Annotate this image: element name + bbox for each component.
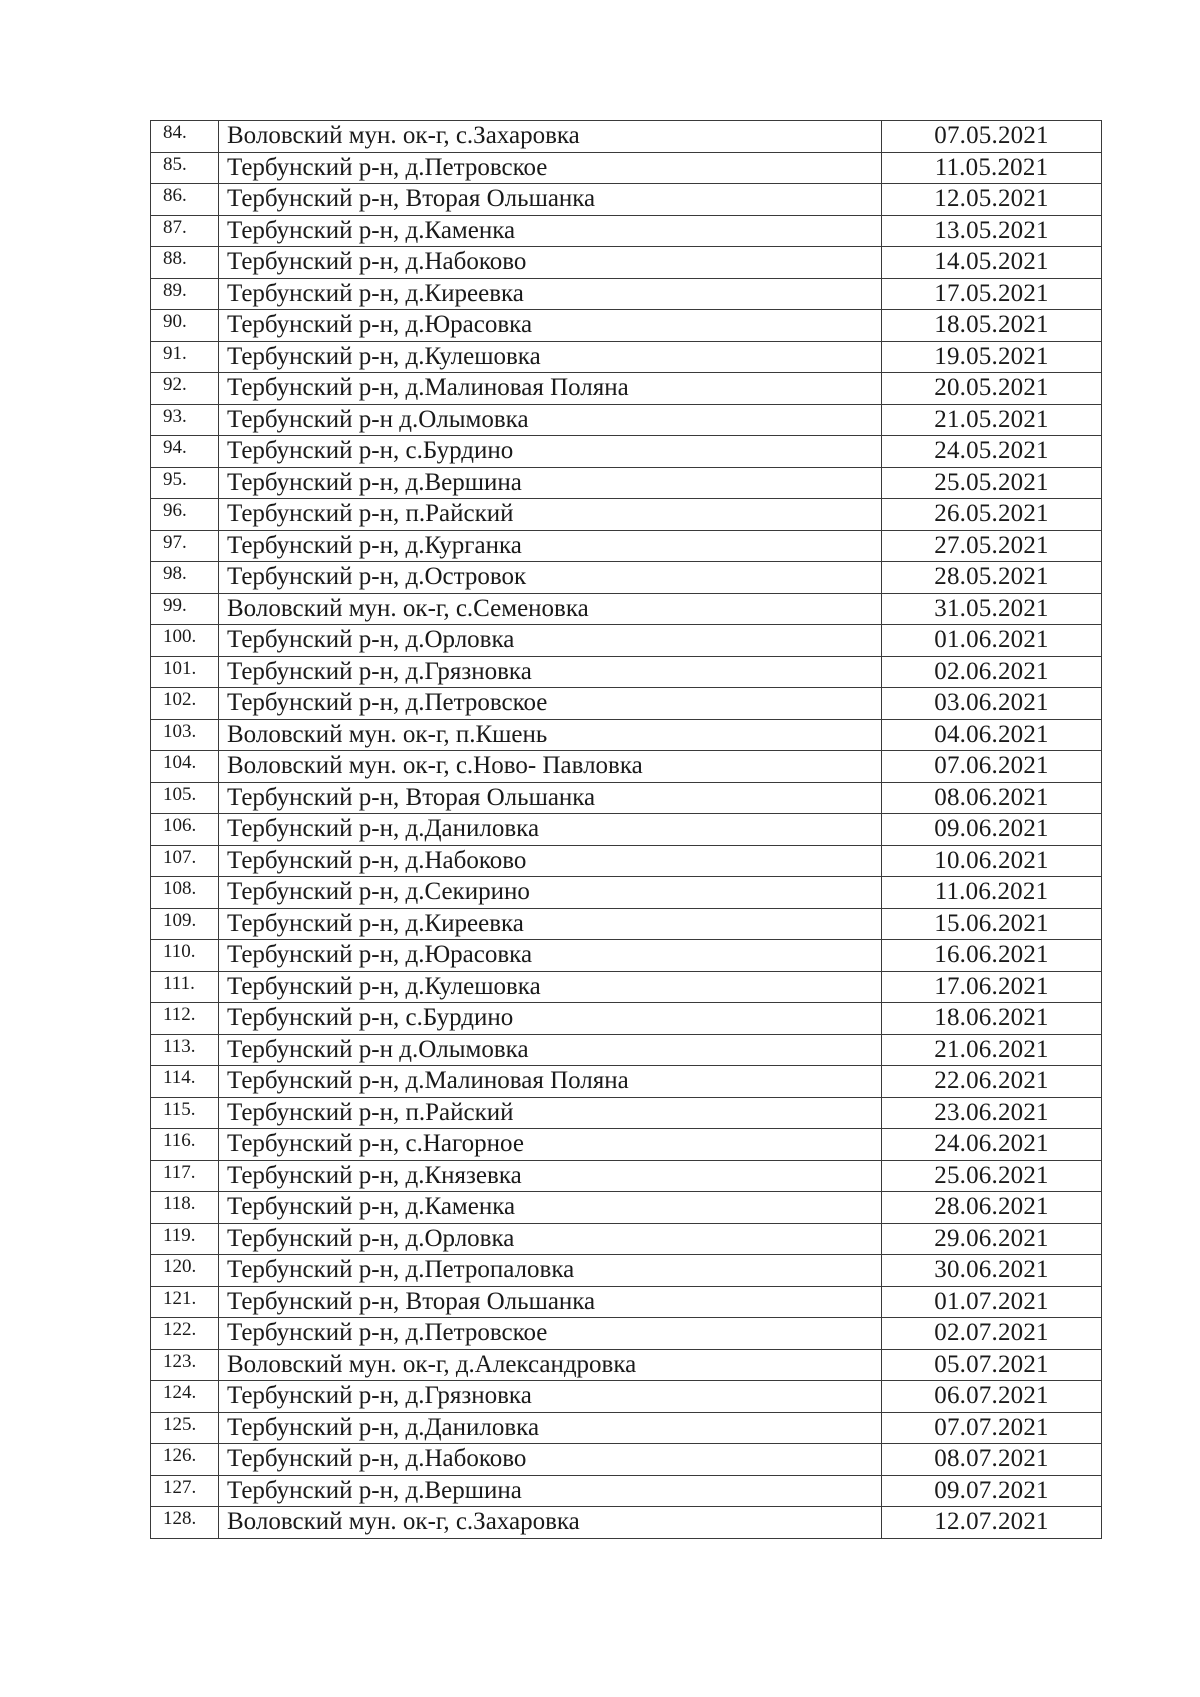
date-cell: 17.06.2021 (882, 971, 1102, 1003)
row-number-cell: 121. (151, 1286, 219, 1318)
date-cell: 11.05.2021 (882, 152, 1102, 184)
location-cell: Тербунский р-н, Вторая Ольшанка (219, 184, 882, 216)
location-cell: Тербунский р-н, с.Бурдино (219, 1003, 882, 1035)
table-row (151, 782, 1102, 814)
location-cell: Тербунский р-н, д.Грязновка (219, 1381, 882, 1413)
location-cell: Тербунский р-н, д.Даниловка (219, 814, 882, 846)
date-cell: 23.06.2021 (882, 1097, 1102, 1129)
location-cell: Тербунский р-н, д.Курганка (219, 530, 882, 562)
table-row (151, 499, 1102, 531)
date-cell: 11.06.2021 (882, 877, 1102, 909)
table-row (151, 1412, 1102, 1444)
row-number-cell: 98. (151, 562, 219, 594)
row-number-cell: 93. (151, 404, 219, 436)
table-row (151, 1475, 1102, 1507)
table-row (151, 877, 1102, 909)
location-cell: Тербунский р-н, д.Петровское (219, 688, 882, 720)
table-row (151, 373, 1102, 405)
date-cell: 13.05.2021 (882, 215, 1102, 247)
table-row (151, 184, 1102, 216)
table-row (151, 688, 1102, 720)
table-row (151, 1034, 1102, 1066)
date-cell: 29.06.2021 (882, 1223, 1102, 1255)
row-number-cell: 103. (151, 719, 219, 751)
location-cell: Тербунский р-н, д.Вершина (219, 1475, 882, 1507)
date-cell: 31.05.2021 (882, 593, 1102, 625)
row-number-cell: 127. (151, 1475, 219, 1507)
table-row (151, 971, 1102, 1003)
date-cell: 18.05.2021 (882, 310, 1102, 342)
row-number-cell: 86. (151, 184, 219, 216)
row-number-cell: 118. (151, 1192, 219, 1224)
row-number-cell: 90. (151, 310, 219, 342)
table-row (151, 467, 1102, 499)
row-number-cell: 85. (151, 152, 219, 184)
row-number-cell: 119. (151, 1223, 219, 1255)
row-number-cell: 126. (151, 1444, 219, 1476)
table-row (151, 247, 1102, 279)
row-number-cell: 104. (151, 751, 219, 783)
location-cell: Тербунский р-н, д.Малиновая Поляна (219, 1066, 882, 1098)
location-cell: Тербунский р-н, с.Бурдино (219, 436, 882, 468)
row-number-cell: 111. (151, 971, 219, 1003)
location-cell: Тербунский р-н, с.Нагорное (219, 1129, 882, 1161)
row-number-cell: 102. (151, 688, 219, 720)
row-number-cell: 89. (151, 278, 219, 310)
location-cell: Воловский мун. ок-г, д.Александровка (219, 1349, 882, 1381)
date-cell: 17.05.2021 (882, 278, 1102, 310)
table-row (151, 845, 1102, 877)
date-cell: 24.05.2021 (882, 436, 1102, 468)
row-number-cell: 100. (151, 625, 219, 657)
location-cell: Тербунский р-н, д.Киреевка (219, 278, 882, 310)
date-cell: 21.06.2021 (882, 1034, 1102, 1066)
location-cell: Тербунский р-н, д.Грязновка (219, 656, 882, 688)
location-cell: Тербунский р-н, д.Орловка (219, 1223, 882, 1255)
row-number-cell: 105. (151, 782, 219, 814)
row-number-cell: 97. (151, 530, 219, 562)
date-cell: 28.06.2021 (882, 1192, 1102, 1224)
row-number-cell: 116. (151, 1129, 219, 1161)
location-cell: Тербунский р-н, д.Кулешовка (219, 971, 882, 1003)
location-cell: Тербунский р-н, д.Каменка (219, 1192, 882, 1224)
table-row (151, 341, 1102, 373)
date-cell: 08.06.2021 (882, 782, 1102, 814)
row-number-cell: 92. (151, 373, 219, 405)
table-row (151, 1255, 1102, 1287)
table-row (151, 1381, 1102, 1413)
table-row (151, 278, 1102, 310)
row-number-cell: 112. (151, 1003, 219, 1035)
location-cell: Тербунский р-н, д.Юрасовка (219, 310, 882, 342)
date-cell: 30.06.2021 (882, 1255, 1102, 1287)
table-row (151, 1192, 1102, 1224)
date-cell: 06.07.2021 (882, 1381, 1102, 1413)
date-cell: 04.06.2021 (882, 719, 1102, 751)
table-row (151, 593, 1102, 625)
schedule-table-body (151, 121, 1102, 1539)
location-cell: Тербунский р-н, д.Секирино (219, 877, 882, 909)
location-cell: Тербунский р-н, п.Райский (219, 499, 882, 531)
row-number-cell: 117. (151, 1160, 219, 1192)
row-number-cell: 114. (151, 1066, 219, 1098)
date-cell: 25.06.2021 (882, 1160, 1102, 1192)
location-cell: Тербунский р-н, д.Орловка (219, 625, 882, 657)
location-cell: Тербунский р-н д.Олымовка (219, 1034, 882, 1066)
location-cell: Тербунский р-н, п.Райский (219, 1097, 882, 1129)
row-number-cell: 120. (151, 1255, 219, 1287)
table-row (151, 1318, 1102, 1350)
row-number-cell: 115. (151, 1097, 219, 1129)
date-cell: 15.06.2021 (882, 908, 1102, 940)
row-number-cell: 91. (151, 341, 219, 373)
location-cell: Тербунский р-н, д.Даниловка (219, 1412, 882, 1444)
location-cell: Тербунский р-н д.Олымовка (219, 404, 882, 436)
date-cell: 07.06.2021 (882, 751, 1102, 783)
location-cell: Тербунский р-н, д.Набоково (219, 845, 882, 877)
date-cell: 10.06.2021 (882, 845, 1102, 877)
table-row (151, 1129, 1102, 1161)
date-cell: 07.05.2021 (882, 121, 1102, 153)
row-number-cell: 125. (151, 1412, 219, 1444)
date-cell: 09.06.2021 (882, 814, 1102, 846)
location-cell: Воловский мун. ок-г, п.Кшень (219, 719, 882, 751)
row-number-cell: 96. (151, 499, 219, 531)
date-cell: 05.07.2021 (882, 1349, 1102, 1381)
row-number-cell: 107. (151, 845, 219, 877)
location-cell: Воловский мун. ок-г, с.Захаровка (219, 121, 882, 153)
location-cell: Тербунский р-н, д.Каменка (219, 215, 882, 247)
date-cell: 08.07.2021 (882, 1444, 1102, 1476)
table-row (151, 1507, 1102, 1539)
table-row (151, 814, 1102, 846)
location-cell: Тербунский р-н, Вторая Ольшанка (219, 782, 882, 814)
table-row (151, 1097, 1102, 1129)
table-row (151, 1286, 1102, 1318)
table-row (151, 625, 1102, 657)
date-cell: 22.06.2021 (882, 1066, 1102, 1098)
table-row (151, 1160, 1102, 1192)
date-cell: 18.06.2021 (882, 1003, 1102, 1035)
table-row (151, 404, 1102, 436)
date-cell: 01.07.2021 (882, 1286, 1102, 1318)
table-row (151, 152, 1102, 184)
row-number-cell: 95. (151, 467, 219, 499)
row-number-cell: 110. (151, 940, 219, 972)
row-number-cell: 106. (151, 814, 219, 846)
table-row (151, 940, 1102, 972)
date-cell: 21.05.2021 (882, 404, 1102, 436)
row-number-cell: 108. (151, 877, 219, 909)
location-cell: Тербунский р-н, д.Петропаловка (219, 1255, 882, 1287)
location-cell: Тербунский р-н, д.Набоково (219, 1444, 882, 1476)
row-number-cell: 123. (151, 1349, 219, 1381)
location-cell: Тербунский р-н, д.Малиновая Поляна (219, 373, 882, 405)
location-cell: Тербунский р-н, д.Вершина (219, 467, 882, 499)
date-cell: 20.05.2021 (882, 373, 1102, 405)
date-cell: 24.06.2021 (882, 1129, 1102, 1161)
date-cell: 26.05.2021 (882, 499, 1102, 531)
table-row (151, 1444, 1102, 1476)
table-row (151, 656, 1102, 688)
table-row (151, 1003, 1102, 1035)
date-cell: 14.05.2021 (882, 247, 1102, 279)
row-number-cell: 99. (151, 593, 219, 625)
location-cell: Тербунский р-н, д.Киреевка (219, 908, 882, 940)
date-cell: 02.07.2021 (882, 1318, 1102, 1350)
table-row (151, 562, 1102, 594)
row-number-cell: 88. (151, 247, 219, 279)
table-row (151, 908, 1102, 940)
row-number-cell: 94. (151, 436, 219, 468)
date-cell: 28.05.2021 (882, 562, 1102, 594)
date-cell: 01.06.2021 (882, 625, 1102, 657)
location-cell: Тербунский р-н, д.Кулешовка (219, 341, 882, 373)
row-number-cell: 122. (151, 1318, 219, 1350)
row-number-cell: 124. (151, 1381, 219, 1413)
location-cell: Тербунский р-н, д.Набоково (219, 247, 882, 279)
date-cell: 07.07.2021 (882, 1412, 1102, 1444)
location-cell: Тербунский р-н, д.Островок (219, 562, 882, 594)
date-cell: 12.07.2021 (882, 1507, 1102, 1539)
row-number-cell: 128. (151, 1507, 219, 1539)
location-cell: Тербунский р-н, д.Князевка (219, 1160, 882, 1192)
date-cell: 16.06.2021 (882, 940, 1102, 972)
row-number-cell: 109. (151, 908, 219, 940)
date-cell: 27.05.2021 (882, 530, 1102, 562)
location-cell: Тербунский р-н, Вторая Ольшанка (219, 1286, 882, 1318)
schedule-table (150, 120, 1102, 1539)
location-cell: Тербунский р-н, д.Петровское (219, 1318, 882, 1350)
date-cell: 25.05.2021 (882, 467, 1102, 499)
date-cell: 02.06.2021 (882, 656, 1102, 688)
table-row (151, 1349, 1102, 1381)
row-number-cell: 101. (151, 656, 219, 688)
date-cell: 09.07.2021 (882, 1475, 1102, 1507)
location-cell: Воловский мун. ок-г, с.Семеновка (219, 593, 882, 625)
location-cell: Тербунский р-н, д.Петровское (219, 152, 882, 184)
table-row (151, 719, 1102, 751)
row-number-cell: 113. (151, 1034, 219, 1066)
table-row (151, 215, 1102, 247)
location-cell: Воловский мун. ок-г, с.Ново- Павловка (219, 751, 882, 783)
location-cell: Воловский мун. ок-г, с.Захаровка (219, 1507, 882, 1539)
table-row (151, 121, 1102, 153)
location-cell: Тербунский р-н, д.Юрасовка (219, 940, 882, 972)
table-row (151, 530, 1102, 562)
table-row (151, 1223, 1102, 1255)
row-number-cell: 84. (151, 121, 219, 153)
table-row (151, 310, 1102, 342)
row-number-cell: 87. (151, 215, 219, 247)
date-cell: 03.06.2021 (882, 688, 1102, 720)
date-cell: 19.05.2021 (882, 341, 1102, 373)
table-row (151, 436, 1102, 468)
table-row (151, 1066, 1102, 1098)
date-cell: 12.05.2021 (882, 184, 1102, 216)
table-row (151, 751, 1102, 783)
